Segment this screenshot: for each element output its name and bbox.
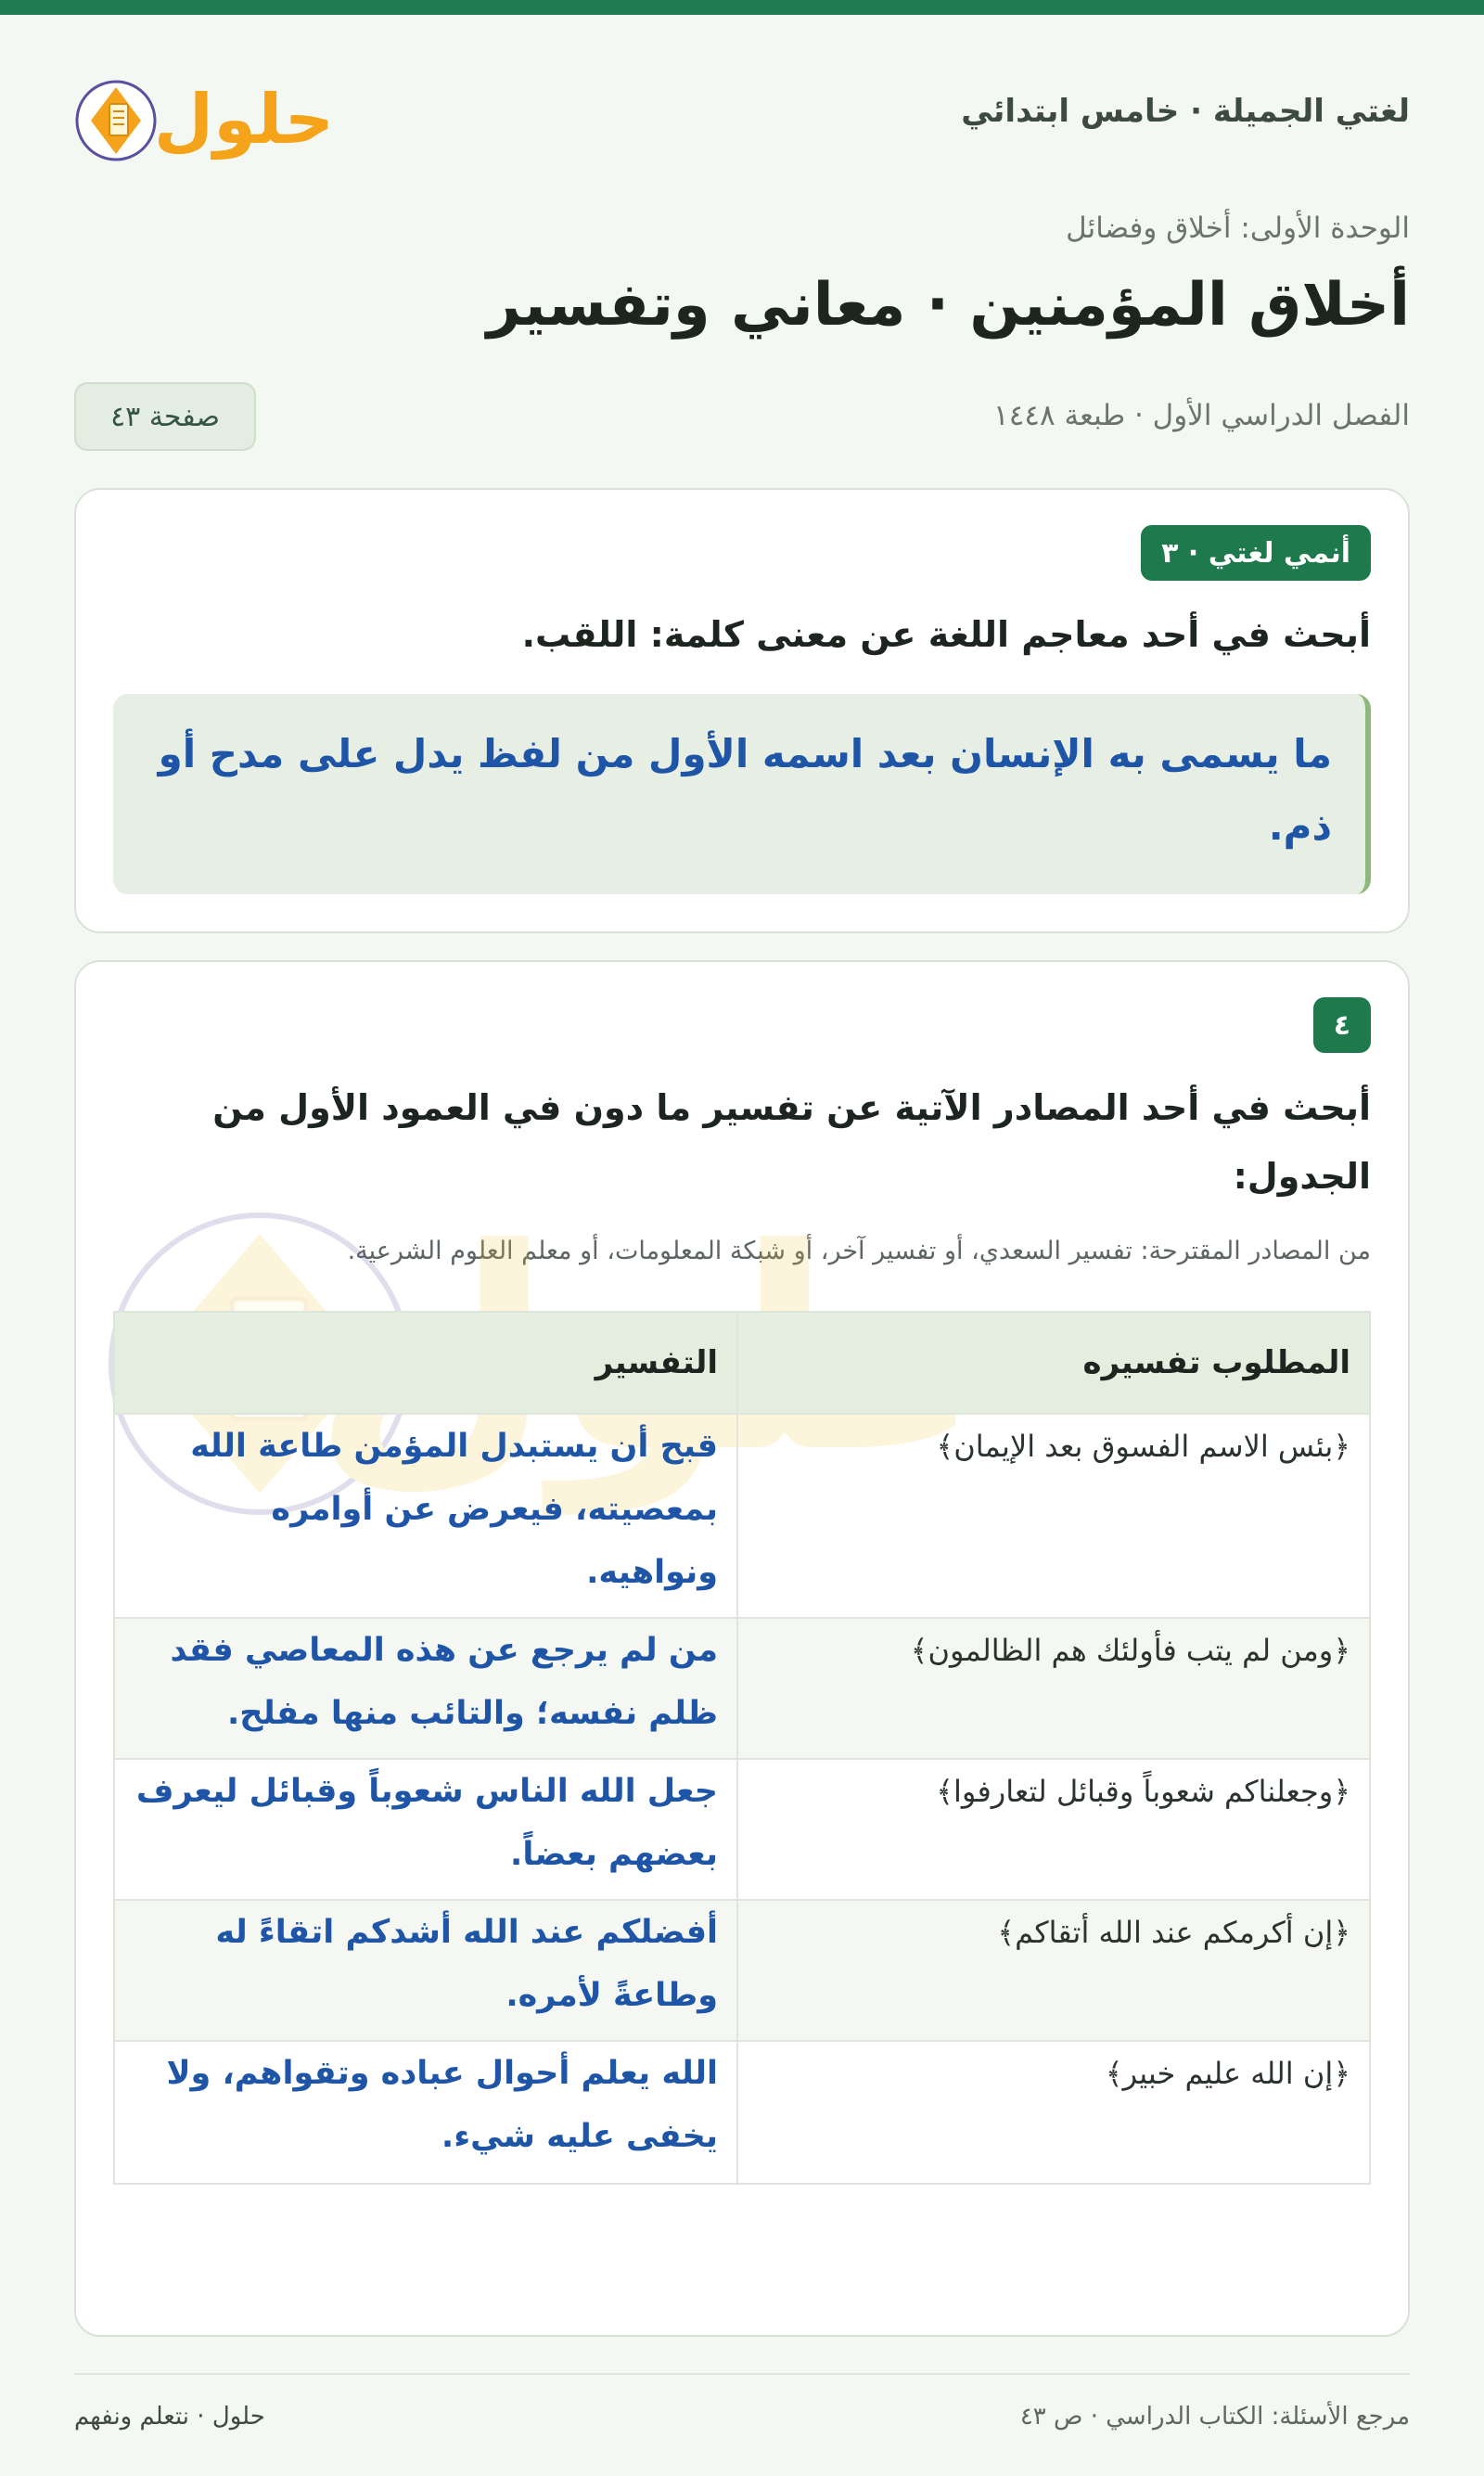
page-title: أخلاق المؤمنين · معاني وتفسير — [486, 271, 1410, 340]
answer-box — [113, 694, 1371, 894]
ayah-cell: ﴿إن أكرمكم عند الله أتقاكم﴾ — [737, 1900, 1370, 2041]
question-card-1 — [74, 488, 1410, 933]
ayah-cell: ﴿ومن لم يتب فأولئك هم الظالمون﴾ — [737, 1618, 1370, 1759]
ayah-cell: ﴿إن الله عليم خبير﴾ — [737, 2041, 1370, 2184]
sources-hint: من المصادر المقترحة: تفسير السعدي، أو تفسير آخر، أو شبكة المعلومات، أو معلم العلوم الشرعية. — [347, 1237, 1371, 1265]
table-row — [114, 1759, 1370, 1900]
table-row — [114, 1414, 1370, 1618]
question-text: أبحث في أحد معاجم اللغة عن معنى كلمة: اللقب. — [521, 614, 1371, 655]
ayah-cell: ﴿بئس الاسم الفسوق بعد الإيمان﴾ — [737, 1414, 1370, 1618]
question-card-2 — [74, 960, 1410, 2337]
question-tag: أنمي لغتي · ٣ — [1141, 525, 1371, 581]
column-header-tafsir: التفسير — [114, 1312, 737, 1414]
tafsir-cell: الله يعلم أحوال عباده وتقواهم، ولا يخفى عليه شيء. — [114, 2041, 737, 2184]
term-label: الفصل الدراسي الأول · طبعة ١٤٤٨ — [993, 399, 1410, 432]
tafsir-cell: جعل الله الناس شعوباً وقبائل ليعرف بعضهم بعضاً. — [114, 1759, 737, 1900]
table-row — [114, 2041, 1370, 2184]
book-title: لغتي الجميلة · خامس ابتدائي — [961, 93, 1410, 130]
answer-text: ما يسمى به الإنسان بعد اسمه الأول من لفظ يدل على مدح أو ذم. — [158, 731, 1332, 849]
column-header-ayah: المطلوب تفسيره — [737, 1312, 1370, 1414]
page-number-badge: صفحة ٤٣ — [74, 382, 256, 451]
unit-label: الوحدة الأولى: أخلاق وفضائل — [1066, 212, 1410, 245]
footer-reference: مرجع الأسئلة: الكتاب الدراسي · ص ٤٣ — [1019, 2403, 1410, 2431]
tafsir-cell: أفضلكم عند الله أشدكم اتقاءً له وطاعةً لأمره. — [114, 1900, 737, 2041]
footer-divider — [74, 2373, 1410, 2375]
footer-brand: حلول · نتعلم ونفهم — [74, 2403, 265, 2431]
logo-icon — [74, 67, 334, 169]
svg-text:حلول: حلول — [153, 80, 334, 160]
tafsir-cell: من لم يرجع عن هذه المعاصي فقد ظلم نفسه؛ والتائب منها مفلح. — [114, 1618, 737, 1759]
tafsir-table — [113, 1311, 1371, 2185]
table-row — [114, 1618, 1370, 1759]
header — [74, 67, 1410, 169]
top-accent-bar — [0, 0, 1484, 15]
ayah-cell: ﴿وجعلناكم شعوباً وقبائل لتعارفوا﴾ — [737, 1759, 1370, 1900]
table-header-row — [114, 1312, 1370, 1414]
question-number-tag: ٤ — [1313, 997, 1371, 1053]
tafsir-cell: قبح أن يستبدل المؤمن طاعة الله بمعصيته، فيعرض عن أوامره ونواهيه. — [114, 1414, 737, 1618]
table-row — [114, 1900, 1370, 2041]
question-text: أبحث في أحد المصادر الآتية عن تفسير ما دون في العمود الأول من الجدول: — [212, 1087, 1371, 1197]
brand-logo[interactable] — [74, 67, 334, 169]
